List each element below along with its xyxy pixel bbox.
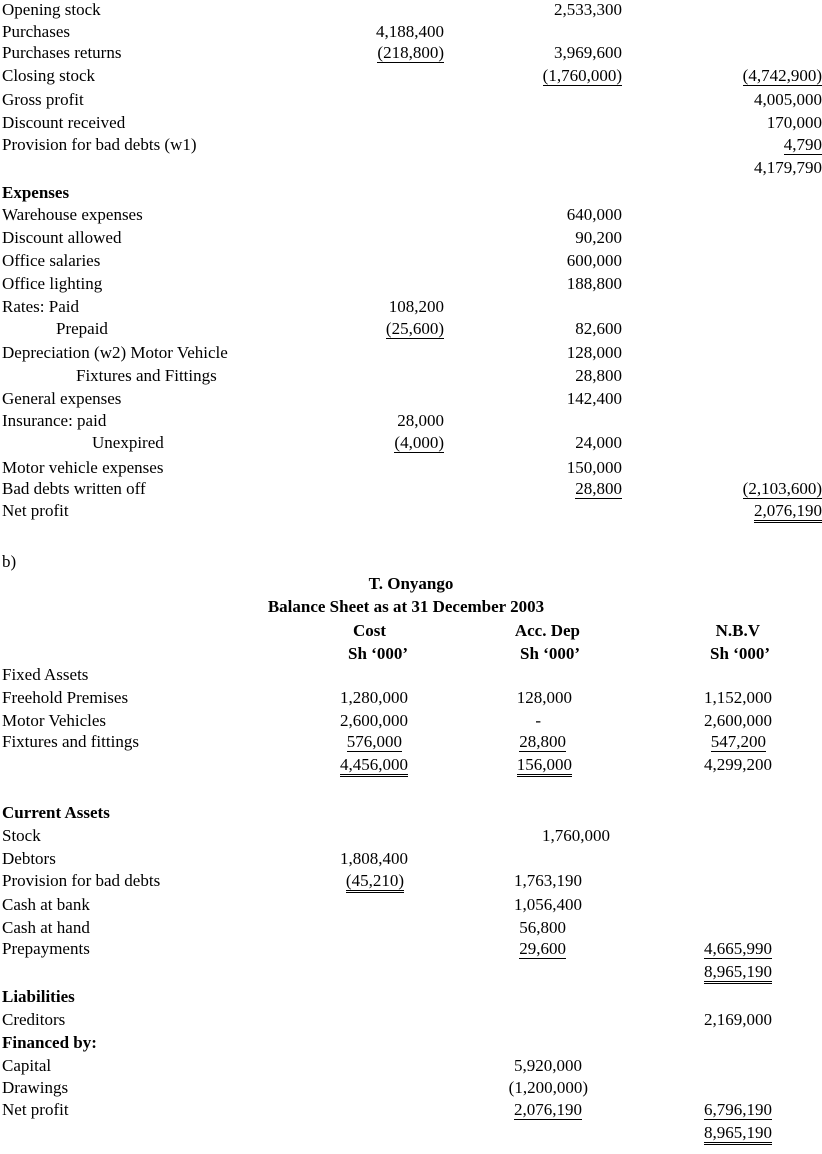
creditors-label: Creditors [2, 1010, 66, 1029]
total-income-value: 4,179,790 [754, 158, 822, 177]
fixed-assets-dep-total: 156,000 [517, 755, 572, 777]
net-purchases-value: 3,969,600 [554, 43, 622, 62]
current-assets-total: 4,665,990 [704, 939, 772, 958]
acc-dep-unit-header: Sh ‘000’ [520, 644, 580, 663]
prepayments-value: 29,600 [519, 939, 566, 958]
bs-net-profit-value: 2,076,190 [514, 1100, 582, 1119]
debtors-value: 1,808,400 [340, 849, 408, 868]
drawings-label: Drawings [2, 1078, 69, 1097]
fixed-assets-nbv-total: 4,299,200 [704, 755, 772, 774]
acc-dep-header: Acc. Dep [514, 621, 580, 640]
rates-prepaid-value: (25,600) [385, 319, 444, 338]
prepayments-label: Prepayments [2, 939, 90, 958]
part-b-marker: b) [2, 552, 17, 571]
insurance-paid-label: Insurance: paid [2, 411, 107, 430]
purchases-label: Purchases [2, 22, 70, 41]
motor-vehicle-expenses-value: 150,000 [566, 458, 622, 477]
balance-sheet-title: Balance Sheet as at 31 December 2003 [267, 597, 545, 616]
drawings-value: (1,200,000) [508, 1078, 588, 1097]
company-name: T. Onyango [368, 574, 454, 593]
gross-profit-label: Gross profit [2, 90, 84, 109]
cost-of-sales-value: (4,742,900) [742, 66, 822, 85]
total-expenses-value: (2,103,600) [742, 479, 822, 498]
motor-cost-value: 2,600,000 [340, 711, 408, 730]
rates-net-value: 82,600 [575, 319, 622, 338]
insurance-net-value: 24,000 [575, 433, 622, 452]
capital-label: Capital [2, 1056, 52, 1075]
liabilities-heading: Liabilities [2, 987, 75, 1006]
bad-debts-written-off-value: 28,800 [575, 479, 622, 498]
motor-dep-value: - [535, 711, 541, 730]
office-lighting-value: 188,800 [566, 274, 622, 293]
freehold-nbv-value: 1,152,000 [704, 688, 772, 707]
provision-bad-debts-label: Provision for bad debts (w1) [2, 135, 197, 154]
bad-debts-written-off-label: Bad debts written off [2, 479, 146, 498]
net-debtors-value: 1,763,190 [514, 871, 582, 890]
fixtures-cost-value: 576,000 [346, 732, 402, 751]
office-salaries-label: Office salaries [2, 251, 101, 270]
motor-vehicles-label: Motor Vehicles [2, 711, 107, 730]
cash-at-bank-value: 1,056,400 [514, 895, 582, 914]
discount-received-value: 170,000 [766, 113, 822, 132]
general-expenses-value: 142,400 [566, 389, 622, 408]
purchases-value: 4,188,400 [376, 22, 444, 41]
stock-value: 1,760,000 [542, 826, 610, 845]
depreciation-fixtures-value: 28,800 [575, 366, 622, 385]
debtors-label: Debtors [2, 849, 56, 868]
fixtures-nbv-value: 547,200 [710, 732, 766, 751]
creditors-value: 2,169,000 [704, 1010, 772, 1029]
total-financing-value: 8,965,190 [704, 1123, 772, 1145]
insurance-unexpired-value: (4,000) [394, 433, 444, 452]
bs-net-profit-label: Net profit [2, 1100, 69, 1119]
warehouse-expenses-label: Warehouse expenses [2, 205, 143, 224]
rates-paid-value: 108,200 [388, 297, 444, 316]
discount-allowed-label: Discount allowed [2, 228, 122, 247]
warehouse-expenses-value: 640,000 [566, 205, 622, 224]
net-profit-label: Net profit [2, 501, 69, 520]
stock-label: Stock [2, 826, 41, 845]
general-expenses-label: General expenses [2, 389, 122, 408]
discount-allowed-value: 90,200 [575, 228, 622, 247]
freehold-premises-label: Freehold Premises [2, 688, 129, 707]
gross-profit-value: 4,005,000 [754, 90, 822, 109]
cash-at-bank-label: Cash at bank [2, 895, 90, 914]
purchases-returns-label: Purchases returns [2, 43, 122, 62]
rates-paid-label: Rates: Paid [2, 297, 79, 316]
depreciation-motor-value: 128,000 [566, 343, 622, 362]
opening-stock-label: Opening stock [2, 0, 101, 19]
purchases-returns-value: (218,800) [377, 43, 444, 62]
fixed-assets-cost-total: 4,456,000 [340, 755, 408, 777]
nbv-unit-header: Sh ‘000’ [710, 644, 770, 663]
provision-value: (45,210) [346, 871, 404, 893]
cash-at-hand-value: 56,800 [519, 918, 566, 937]
closing-stock-label: Closing stock [2, 66, 96, 85]
freehold-cost-value: 1,280,000 [340, 688, 408, 707]
closing-stock-value: (1,760,000) [542, 66, 622, 85]
capital-employed-value: 6,796,190 [704, 1100, 772, 1119]
total-assets-value: 8,965,190 [704, 962, 772, 984]
office-salaries-value: 600,000 [566, 251, 622, 270]
fixed-assets-heading: Fixed Assets [2, 665, 89, 684]
motor-nbv-value: 2,600,000 [704, 711, 772, 730]
discount-received-label: Discount received [2, 113, 126, 132]
nbv-header: N.B.V [715, 621, 760, 640]
office-lighting-label: Office lighting [2, 274, 103, 293]
depreciation-fixtures-label: Fixtures and Fittings [76, 366, 217, 385]
depreciation-motor-label: Depreciation (w2) Motor Vehicle [2, 343, 228, 362]
insurance-paid-value: 28,000 [397, 411, 444, 430]
provision-bad-debts-value: 4,790 [783, 135, 822, 154]
insurance-unexpired-label: Unexpired [92, 433, 164, 452]
rates-prepaid-label: Prepaid [56, 319, 108, 338]
fixtures-dep-value: 28,800 [519, 732, 566, 751]
net-profit-value: 2,076,190 [754, 501, 822, 523]
fixtures-fittings-label: Fixtures and fittings [2, 732, 139, 751]
capital-value: 5,920,000 [514, 1056, 582, 1075]
opening-stock-value: 2,533,300 [554, 0, 622, 19]
cost-unit-header: Sh ‘000’ [348, 644, 408, 663]
financed-by-heading: Financed by: [2, 1033, 97, 1052]
provision-label: Provision for bad debts [2, 871, 161, 890]
current-assets-heading: Current Assets [2, 803, 110, 822]
expenses-heading: Expenses [2, 183, 70, 202]
cost-header: Cost [352, 621, 386, 640]
cash-at-hand-label: Cash at hand [2, 918, 90, 937]
freehold-dep-value: 128,000 [516, 688, 572, 707]
motor-vehicle-expenses-label: Motor vehicle expenses [2, 458, 164, 477]
